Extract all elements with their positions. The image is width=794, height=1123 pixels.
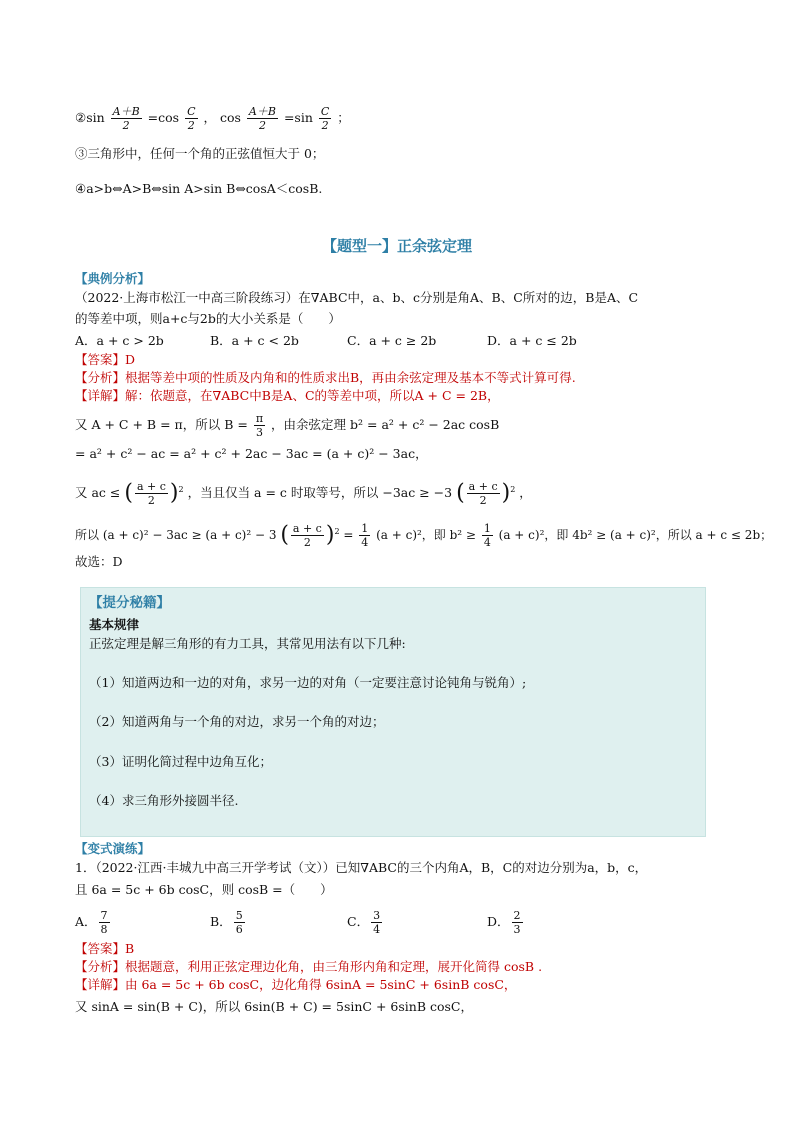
fraction-one-quarter-b: $\frac{1}{4}$ bbox=[483, 522, 491, 549]
fraction-a-plus-c-over-2-c: $\frac{a + c}{2}$ bbox=[292, 522, 322, 549]
tips-intro: 正弦定理是解三角形的有力工具，其常见用法有以下几种: bbox=[89, 636, 406, 651]
example-detail-1: 【详解】解：依题意，在∇ABC中B是A、C的等差中项，所以A + C = 2B， bbox=[75, 388, 500, 403]
fraction-a-plus-c-over-2: $\frac{a + c}{2}$ bbox=[136, 480, 166, 508]
fraction-c-over-2-b: $\frac{C}{2}$ bbox=[320, 105, 330, 132]
property-4: ④a>b⇔A>B⇔sin A>sin B⇔cosA＜cosB. bbox=[75, 181, 323, 196]
example-answer: 【答案】D bbox=[75, 352, 136, 367]
example-choice-d: D．a + c ≤ 2b bbox=[487, 333, 577, 348]
practice-choice-b: B． $\frac{5}{6}$ bbox=[210, 909, 243, 936]
example-detail-4: 又 ac ≤ ( $\frac{a + c}{2}$ )$^2$ ，当且仅当 a = c 时取等号，所以 −3ac ≥ −3 ( $\frac{a + c}{2}$ )$^2$ ， bbox=[75, 480, 532, 508]
property-2: ②sin $\frac{A+B}{2}$ =cos $\frac{C}{2}$ ， cos $\frac{A+B}{2}$ =sin $\frac{C}{2}$ ； bbox=[75, 105, 350, 132]
fraction-a-plus-c-over-2-b: $\frac{a + c}{2}$ bbox=[468, 480, 498, 508]
tips-item-3: （3）证明化简过程中边角互化； bbox=[89, 754, 272, 769]
tips-item-1: （1）知道两边和一边的对角，求另一边的对角（一定要注意讨论钝角与锐角）; bbox=[89, 675, 527, 690]
practice-choice-a: A． $\frac{7}{8}$ bbox=[75, 909, 108, 936]
example-choice-b: B．a + c < 2b bbox=[210, 333, 299, 348]
example-question-line1: （2022·上海市松江一中高三阶段练习）在∇ABC中，a、b、c分别是角A、B、C所对的边，B是A、C bbox=[75, 290, 639, 305]
practice-choice-d: D． $\frac{2}{3}$ bbox=[487, 909, 521, 936]
tips-item-2: （2）知道两角与一个角的对边，求另一个角的对边； bbox=[89, 714, 385, 729]
example-choice-c: C．a + c ≥ 2b bbox=[347, 333, 437, 348]
tips-label: 【提分秘籍】 bbox=[89, 595, 170, 611]
example-detail-3: = a² + c² − ac = a² + c² + 2ac − 3ac = (a + c)² − 3ac， bbox=[75, 446, 428, 461]
practice-choices bbox=[75, 905, 724, 939]
practice-question-line2: 且 6a = 5c + 6b cosC，则 cosB =（ ） bbox=[75, 882, 333, 897]
example-conclusion: 故选：D bbox=[75, 554, 123, 569]
fraction-a-plus-b-over-2: $\frac{A+B}{2}$ bbox=[112, 105, 140, 132]
practice-question-line1: 1．（2022·江西·丰城九中高三开学考试（文））已知∇ABC的三个内角A，B，C的对边分别为a，b，c， bbox=[75, 860, 648, 875]
fraction-one-quarter: $\frac{1}{4}$ bbox=[361, 522, 369, 549]
example-analysis: 【分析】根据等差中项的性质及内角和的性质求出B，再由余弦定理及基本不等式计算可得. bbox=[75, 370, 576, 385]
example-detail-2: 又 A + C + B = π，所以 B = $\frac{\pi}{3}$ ，由余弦定理 b² = a² + c² − 2ac cosB bbox=[75, 412, 500, 439]
practice-choice-c: C． $\frac{3}{4}$ bbox=[347, 909, 381, 936]
example-detail-5: 所以 (a + c)² − 3ac ≥ (a + c)² − 3 ( $\frac{a + c}{2}$ )$^2$ = $\frac{1}{4}$ (a + c)²，即 b² ≥ $\frac{1}{4}$ (a + c)²，即 4b² ≥ (a + c)²，所以 a + c ≤ 2b； bbox=[75, 522, 773, 549]
property-3: ③三角形中，任何一个角的正弦值恒大于 0； bbox=[75, 146, 325, 161]
practice-detail-1: 【详解】由 6a = 5c + 6b cosC，边化角得 6sinA = 5sinC + 6sinB cosC， bbox=[75, 977, 517, 992]
example-choice-a: A．a + c > 2b bbox=[75, 333, 164, 348]
fraction-c-over-2: $\frac{C}{2}$ bbox=[187, 105, 196, 132]
practice-label: 【变式演练】 bbox=[75, 841, 151, 856]
fraction-a-plus-b-over-2-b: $\frac{A+B}{2}$ bbox=[248, 105, 276, 132]
tips-subtitle: 基本规律 bbox=[89, 617, 140, 632]
tips-box bbox=[80, 587, 706, 837]
tips-item-4: （4）求三角形外接圆半径. bbox=[89, 793, 239, 808]
section-title: 【题型一】正余弦定理 bbox=[321, 237, 472, 255]
fraction-pi-over-3: $\frac{\pi}{3}$ bbox=[255, 412, 264, 439]
example-label: 【典例分析】 bbox=[75, 271, 151, 286]
example-question-line2: 的等差中项，则a+c与2b的大小关系是（ ） bbox=[75, 311, 341, 326]
practice-answer: 【答案】B bbox=[75, 941, 135, 956]
practice-detail-2: 又 sinA = sin(B + C)，所以 6sin(B + C) = 5sinC + 6sinB cosC， bbox=[75, 999, 473, 1014]
practice-analysis: 【分析】根据题意，利用正弦定理边化角，由三角形内角和定理，展开化简得 cosB . bbox=[75, 959, 543, 974]
